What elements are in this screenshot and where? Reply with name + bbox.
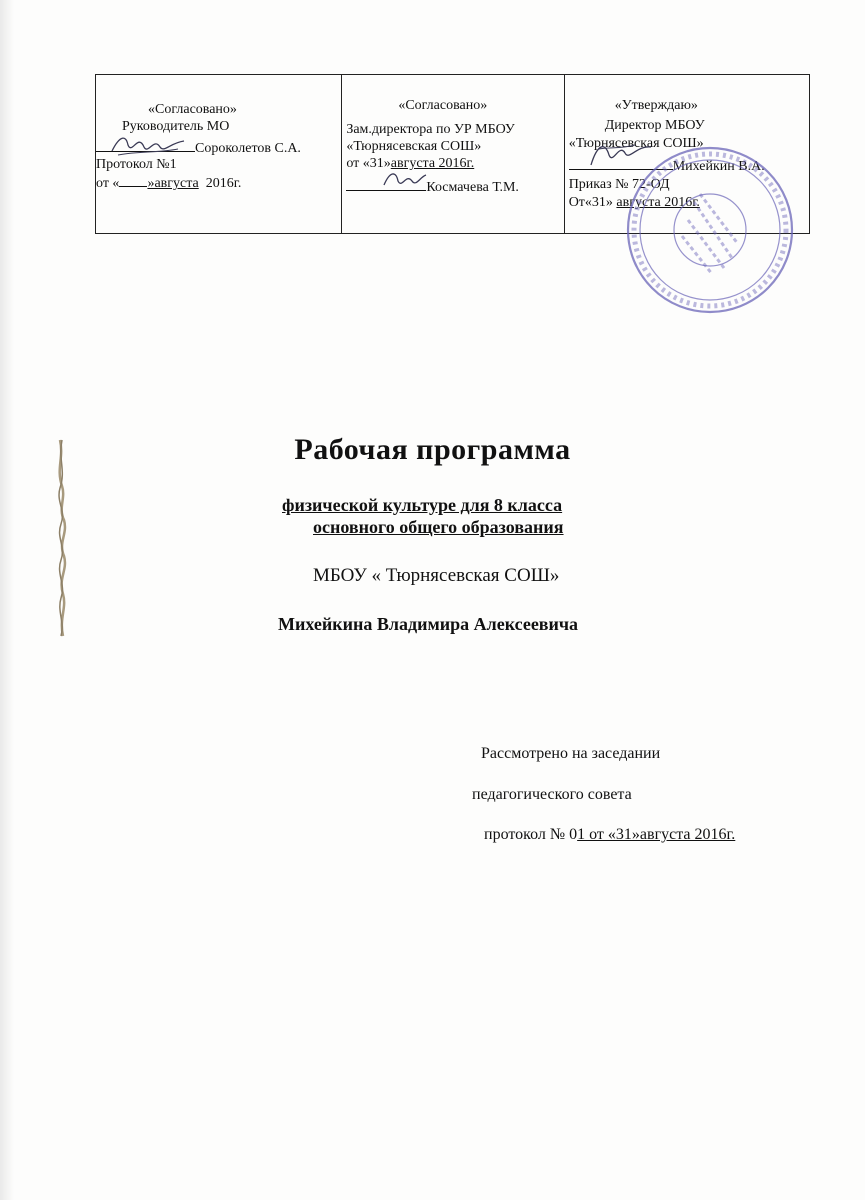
approval-heading: «Согласовано» — [398, 98, 488, 113]
approval-order: Приказ № 72-ОД — [568, 177, 670, 192]
page-title: Рабочая программа — [294, 433, 571, 466]
approval-position: Руководитель МО — [122, 119, 230, 134]
approval-cell-deputy — [342, 75, 564, 233]
approval-signatory — [569, 157, 765, 175]
approval-protocol: Протокол №1 — [96, 157, 177, 172]
approval-signatory — [96, 139, 301, 157]
council-line-2: педагогического совета — [472, 786, 632, 803]
approval-name: Михейкин В.А. — [672, 159, 765, 174]
approval-table — [95, 74, 810, 234]
approval-name: Сороколетов С.А. — [195, 141, 301, 156]
binding-thread — [40, 438, 80, 638]
education-level: основного общего образования — [313, 517, 564, 537]
teacher-name: Михейкина Владимира Алексеевича — [278, 614, 579, 634]
approval-heading: «Согласовано» — [148, 102, 237, 117]
approval-name: Космачева Т.М. — [426, 180, 519, 195]
subject-line: физической культуре для 8 класса — [282, 495, 563, 515]
approval-school: «Тюрнясевская СОШ» — [346, 139, 482, 154]
approval-cell-methodical — [96, 75, 342, 233]
approval-date: от « »августа 2016г. — [96, 176, 242, 191]
approval-school: «Тюрнясевская СОШ» — [568, 136, 704, 151]
approval-heading: «Утверждаю» — [614, 98, 698, 113]
school-name: МБОУ « Тюрнясевская СОШ» — [313, 565, 560, 586]
approval-signatory — [346, 178, 519, 196]
approval-position: Директор МБОУ — [604, 118, 705, 133]
approval-position: Зам.директора по УР МБОУ — [346, 122, 515, 137]
council-line-3: протокол № 01 от «31»августа 2016г. — [484, 826, 736, 843]
approval-date: от «31»августа 2016г. — [346, 156, 475, 171]
council-line-1: Рассмотрено на заседании — [481, 745, 661, 762]
approval-cell-director — [565, 75, 809, 233]
approval-date: От«31» августа 2016г. — [568, 195, 700, 210]
page-edge — [0, 0, 14, 1200]
